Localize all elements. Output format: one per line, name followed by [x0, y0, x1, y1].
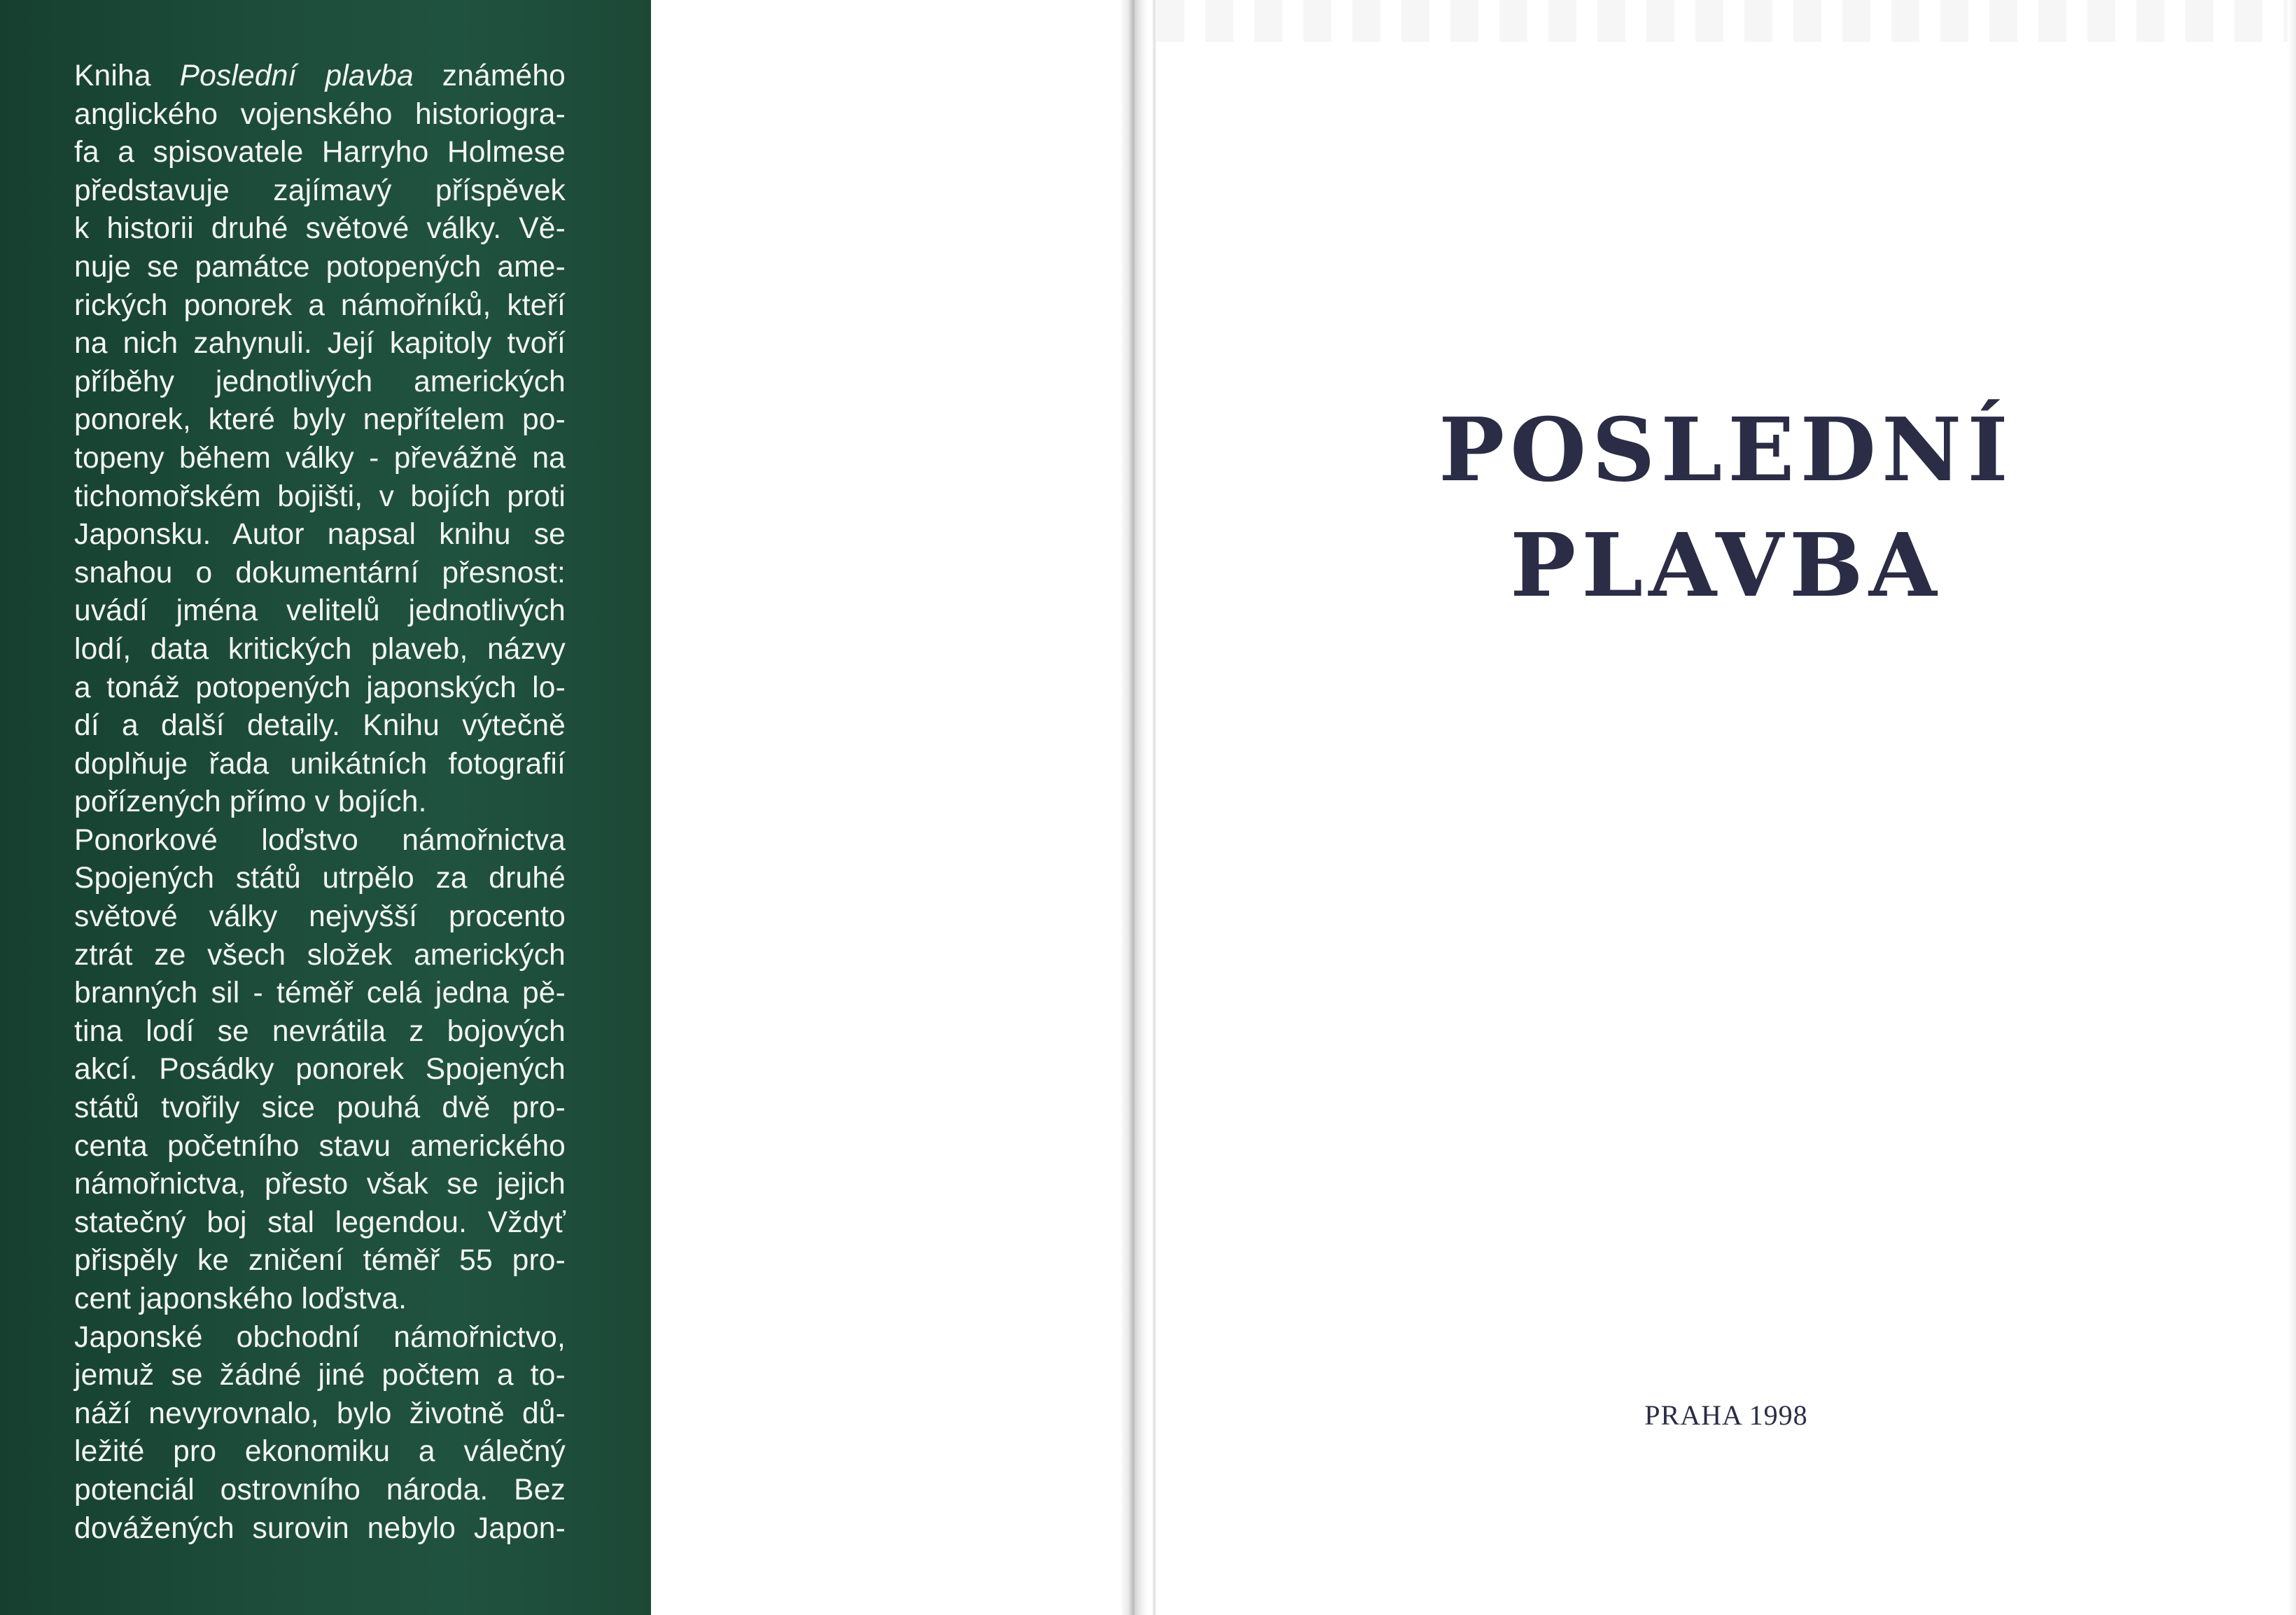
flap-text-line [74, 746, 566, 784]
flap-text-line [74, 783, 566, 822]
text-run: tina lodí se nevrátila z bojových [74, 1014, 566, 1048]
text-run: a tonáž potopených japonských lo- [74, 671, 566, 704]
text-run: jemuž se žádné jiné počtem a to- [74, 1359, 566, 1392]
text-run: Japonské obchodní námořnictvo, [74, 1320, 566, 1354]
text-run: tichomořském bojišti, v bojích proti [74, 480, 566, 513]
text-run: ležité pro ekonomiku a válečný [74, 1435, 566, 1469]
text-run: statečný boj stal legendou. Vždyť [74, 1205, 566, 1239]
text-run: představuje zajímavý příspěvek [74, 174, 566, 207]
flap-text-line [74, 478, 566, 517]
text-run: známého [413, 60, 566, 92]
flap-text-line [74, 1128, 566, 1166]
text-run: Spojených států utrpělo za druhé [74, 862, 566, 895]
flap-text-line [74, 172, 566, 211]
flap-text-line [74, 96, 566, 134]
text-run: snahou o dokumentární přesnost: [74, 556, 566, 589]
flap-text-line [74, 401, 566, 440]
flap-text-line [74, 1051, 566, 1089]
flap-text-line [74, 1013, 566, 1051]
flap-text-line [74, 1357, 566, 1395]
flap-text-line [74, 440, 566, 478]
book-title-line-1: POSLEDNÍ [1438, 399, 2014, 501]
publisher-imprint: PRAHA 1998 [1644, 1399, 1808, 1431]
text-run: cent japonského loďstva. [74, 1282, 407, 1315]
flap-text-line [74, 1280, 566, 1319]
text-run: přispěly ke zničení téměř 55 pro- [74, 1244, 566, 1278]
flap-text-line [74, 974, 566, 1013]
flap-blurb-text [74, 57, 566, 1548]
flap-text-line [74, 325, 566, 363]
flap-text-line [74, 860, 566, 898]
text-run: uvádí jména velitelů jednotlivých [74, 594, 566, 628]
text-run: ztrát ze všech složek amerických [74, 938, 566, 972]
text-run: branných sil - téměř celá jedna pě- [74, 977, 566, 1010]
flap-text-line [74, 1319, 566, 1357]
flap-text-line [74, 937, 566, 975]
flap-text-line [74, 1204, 566, 1243]
blank-endpaper [651, 0, 1133, 1615]
book-title-line-2: PLAVBA [1510, 515, 1942, 617]
text-run: pořízených přímo v bojích. [74, 785, 427, 819]
flap-text-line [74, 1395, 566, 1434]
text-run: na nich zahynuli. Její kapitoly tvoří [74, 327, 566, 361]
text-run: námořnictva, přesto však se jejich [74, 1168, 566, 1201]
book-spine-fold [1120, 0, 1148, 1615]
text-run: světové války nejvyšší procento [74, 900, 566, 934]
flap-text-line [74, 210, 566, 249]
text-run: nuje se památce potopených ame- [74, 250, 566, 284]
page-edge [2288, 0, 2296, 1615]
text-run: potenciál ostrovního národa. Bez [74, 1473, 566, 1506]
text-run: lodí, data kritických plaveb, názvy [74, 632, 566, 666]
flap-text-line [74, 134, 566, 172]
text-run: ponorek, které byly nepřítelem po- [74, 403, 566, 437]
text-run: dovážených surovin nebylo Japon- [74, 1511, 566, 1545]
flap-text-line [74, 1089, 566, 1128]
flap-text-line [74, 822, 566, 860]
text-run: anglického vojenského historiogra- [74, 97, 566, 131]
text-run: rických ponorek a námořníků, kteří [74, 288, 566, 322]
flap-text-line [74, 1166, 566, 1204]
text-run: fa a spisovatele Harryho Holmese [74, 136, 566, 169]
flap-text-line [74, 1510, 566, 1548]
text-run: akcí. Posádky ponorek Spojených [74, 1053, 566, 1086]
text-run: příběhy jednotlivých amerických [74, 365, 566, 398]
flap-text-line [74, 516, 566, 554]
flap-text-line [74, 363, 566, 402]
text-run: Kniha [74, 60, 180, 92]
flap-text-line [74, 592, 566, 631]
flap-text-line [74, 57, 566, 96]
flap-text-line [74, 287, 566, 326]
text-run: doplňuje řada unikátních fotografií [74, 747, 566, 781]
text-run: k historii druhé světové války. Vě- [74, 212, 566, 246]
flap-text-line [74, 1471, 566, 1510]
text-run: států tvořily sice pouhá dvě pro- [74, 1091, 566, 1125]
flap-text-line [74, 898, 566, 937]
flap-text-line [74, 249, 566, 287]
text-run: Japonsku. Autor napsal knihu se [74, 518, 566, 552]
flap-text-line [74, 554, 566, 593]
flap-text-line [74, 1242, 566, 1280]
text-run: dí a další detaily. Knihu výtečně [74, 709, 566, 743]
back-flap-panel [0, 0, 651, 1615]
text-run: topeny během války - převážně na [74, 441, 566, 475]
title-page [1156, 0, 2296, 1615]
flap-text-line [74, 707, 566, 746]
book-title-italic: Poslední plavba [179, 60, 414, 92]
flap-text-line [74, 669, 566, 708]
text-run: Ponorkové loďstvo námořnictva [74, 823, 566, 857]
text-run: centa početního stavu amerického [74, 1129, 566, 1163]
show-through-bleed [1156, 0, 2296, 42]
flap-text-line [74, 1433, 566, 1471]
flap-text-line [74, 631, 566, 669]
text-run: náží nevyrovnalo, bylo životně dů- [74, 1397, 566, 1430]
